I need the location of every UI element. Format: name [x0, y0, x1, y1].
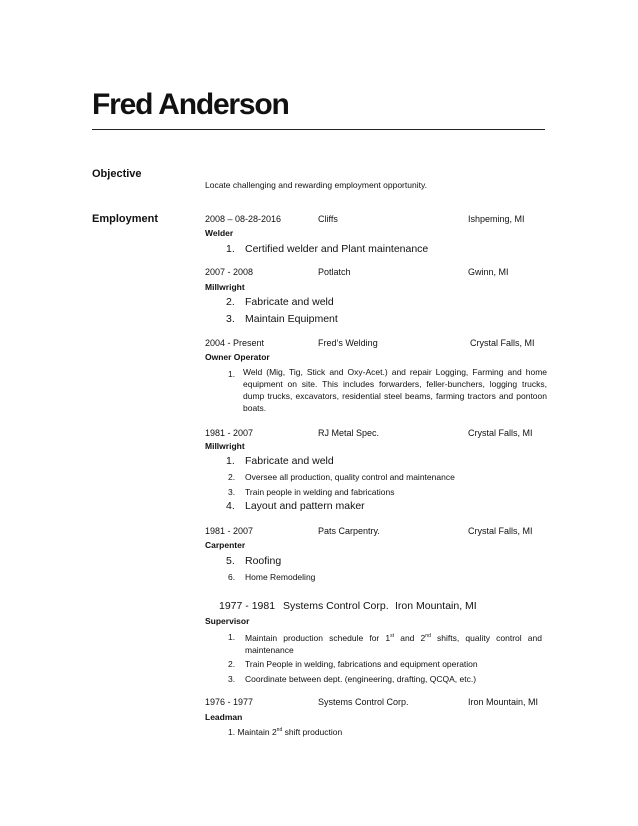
job-location: Gwinn, MI — [468, 267, 509, 277]
job-title: Leadman — [205, 712, 243, 722]
employment-heading: Employment — [92, 213, 159, 225]
list-item-number: 2. — [228, 472, 236, 482]
list-item: Train People in welding, fabrications and equipment operation — [245, 659, 478, 669]
list-item-number: 1. — [226, 243, 235, 255]
job-title: Welder — [205, 228, 234, 238]
job-title: Supervisor — [205, 616, 250, 626]
job-dates: 1981 - 2007 — [205, 428, 254, 438]
job-company: Systems Control Corp. — [283, 600, 389, 612]
job-location: Iron Mountain, MI — [395, 600, 477, 612]
resume-name: Fred Anderson — [92, 88, 289, 121]
list-item-number: 5. — [226, 555, 235, 567]
job-dates: 1977 - 1981 — [219, 600, 276, 612]
list-item: Fabricate and weld — [245, 455, 334, 467]
list-item: Roofing — [245, 555, 282, 567]
job-title: Owner Operator — [205, 352, 270, 362]
list-item-number: 1. — [228, 632, 236, 642]
list-item: Maintain production schedule for 1st and 2nd shifts, quality control and maintenance — [245, 632, 542, 655]
list-item-number: 4. — [226, 500, 235, 512]
job-title: Carpenter — [205, 540, 246, 550]
list-item: Certified welder and Plant maintenance — [245, 243, 429, 255]
list-item-number: 3. — [228, 487, 236, 497]
job-company: RJ Metal Spec. — [318, 428, 380, 438]
list-item: Layout and pattern maker — [245, 500, 365, 512]
list-item-number: 3. — [228, 674, 236, 684]
list-item: Weld (Mig, Tig, Stick and Oxy-Acet.) and repair Logging, Farming and home equipment on site. This includes forwarders, feller-bunchers, logging trucks, dump trucks, excavators, residential steel beams, farming tractors and pontoon boats. — [243, 367, 547, 413]
list-item-number: 3. — [226, 313, 235, 325]
job-dates: 1981 - 2007 — [205, 526, 254, 536]
list-item: 1. Maintain 2nd shift production — [228, 727, 343, 737]
job-dates: 2007 - 2008 — [205, 267, 254, 277]
job-dates: 2008 – 08-28-2016 — [205, 214, 282, 224]
list-item: Coordinate between dept. (engineering, drafting, QCQA, etc.) — [245, 674, 477, 684]
list-item: Maintain Equipment — [245, 313, 338, 325]
list-item: Home Remodeling — [245, 572, 316, 582]
list-item-number: 2. — [228, 659, 236, 669]
job-company: Cliffs — [318, 214, 338, 224]
job-dates: 1976 - 1977 — [205, 697, 254, 707]
job-location: Iron Mountain, MI — [468, 697, 539, 707]
objective-heading: Objective — [92, 168, 142, 180]
objective-text: Locate challenging and rewarding employment opportunity. — [205, 180, 427, 190]
list-item: Train people in welding and fabrications — [245, 487, 395, 497]
job-title: Millwright — [205, 282, 245, 292]
job-location: Crystal Falls, MI — [468, 428, 533, 438]
list-item-number: 1. — [228, 369, 236, 379]
job-company: Pats Carpentry. — [318, 526, 380, 536]
list-item: Fabricate and weld — [245, 296, 334, 308]
job-company: Potlatch — [318, 267, 351, 277]
list-item: Oversee all production, quality control and maintenance — [245, 472, 455, 482]
job-dates: 2004 - Present — [205, 338, 265, 348]
job-location: Crystal Falls, MI — [470, 338, 535, 348]
job-location: Ishpeming, MI — [468, 214, 525, 224]
job-company: Systems Control Corp. — [318, 697, 409, 707]
header-rule — [92, 129, 545, 130]
job-company: Fred’s Welding — [318, 338, 378, 348]
job-title: Millwright — [205, 441, 245, 451]
list-item-number: 2. — [226, 296, 235, 308]
list-item-number: 1. — [226, 455, 235, 467]
job-location: Crystal Falls, MI — [468, 526, 533, 536]
list-item-number: 6. — [228, 572, 236, 582]
